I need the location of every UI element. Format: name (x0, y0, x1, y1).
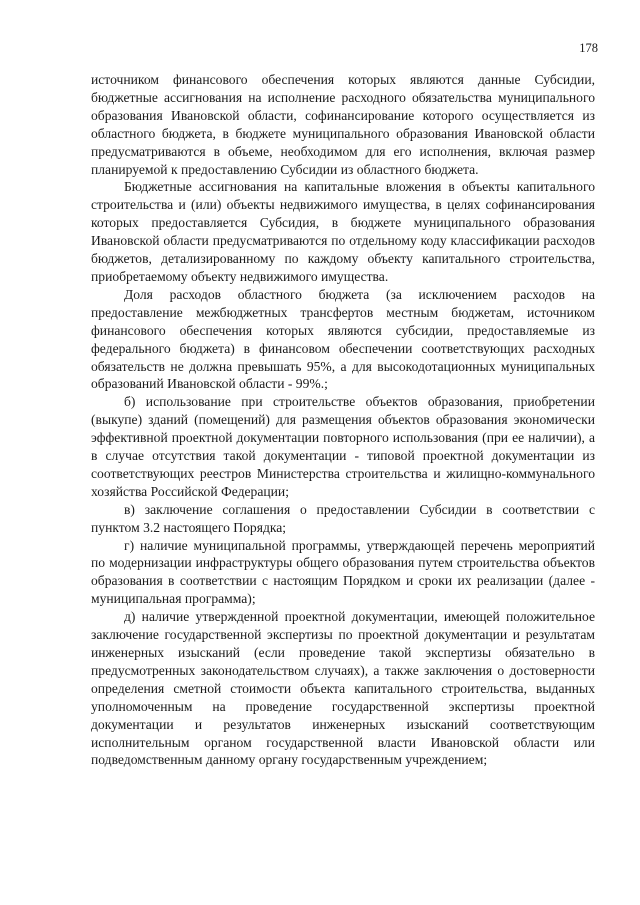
paragraph-funding-source: источником финансового обеспечения которых являются данные Субсидии, бюджетные ассигнования на исполнение расходного обязательства муниципального образования Ивановской области, софинансирование которого осуществляется из областного бюджета, в бюджете муниципального образования Ивановской области предусматриваются в объеме, необходимом для его исполнения, включая размер планируемой к предоставлению Субсидии из областного бюджета. (91, 72, 595, 177)
paragraph-budget-share: Доля расходов областного бюджета (за исключением расходов на предоставление межбюджетных трансфертов местным бюджетам, источником финансового обеспечения которых являются субсидии, предоставляемые из федерального бюджета) в финансовом обеспечении соответствующих расходных обязательств не должна превышать 95%, а для высокодотационных муниципальных образований Ивановской области - 99%.; (91, 286, 595, 392)
paragraph-item-b: б) использование при строительстве объектов образования, приобретении (выкупе) зданий (помещений) для размещения объектов образования экономически эффективной проектной документации повторного использования (при ее наличии), а в случае отсутствия такой документации - типовой проектной документации из соответствующих реестров Министерства строительства и жилищно-коммунального хозяйства Российской Федерации; (91, 394, 595, 499)
paragraph-item-v: в) заключение соглашения о предоставлении Субсидии в соответствии с пунктом 3.2 настоящего Порядка; (91, 501, 595, 535)
paragraph-item-g: г) наличие муниципальной программы, утверждающей перечень мероприятий по модернизации инфраструктуры общего образования путем строительства объектов образования в соответствии с настоящим Порядком и сроки их реализации (далее - муниципальная программа); (91, 537, 595, 607)
body-text (91, 71, 595, 769)
paragraph-item-d: д) наличие утвержденной проектной документации, имеющей положительное заключение государственной экспертизы по проектной документации и результатам инженерных изысканий (если проведение такой экспертизы обязательно в предусмотренных законодательством случаях), а также заключения о достоверности определения сметной стоимости объекта капитального строительства, выданных уполномоченным на проведение государственной экспертизы проектной документации и результатов инженерных изысканий соответствующим исполнительным органом государственной власти Ивановской области или подведомственным данному органу государственным учреждением; (91, 609, 595, 768)
page-number: 178 (579, 41, 598, 55)
paragraph-capital-investments: Бюджетные ассигнования на капитальные вложения в объекты капитального строительства и (или) объекты недвижимого имущества, в целях софинансирования которых предоставляется Субсидия, в бюджете муниципального образования Ивановской области предусматриваются по отдельному коду классификации расходов бюджетов, детализированному по каждому объекту капитального строительства, приобретаемому объекту недвижимого имущества. (91, 179, 595, 284)
